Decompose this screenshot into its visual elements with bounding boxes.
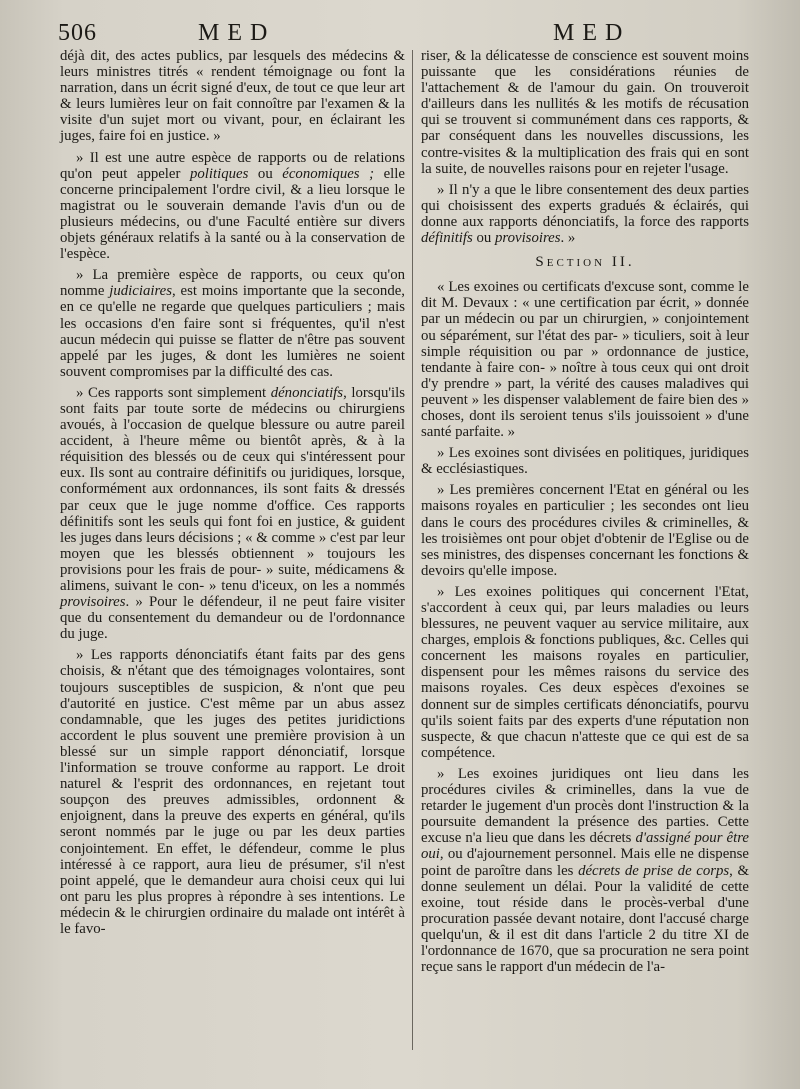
left-column [60, 48, 405, 942]
paragraph: » Il n'y a que le libre consentement des deux parties qui choisissent des experts gradués & éclairés, qui donne aux rapports dénonciatifs, la force des rapports définitifs ou provisoires. » [421, 181, 749, 247]
paragraph: » La première espèce de rapports, ou ceux qu'on nomme judiciaires, est moins importante que la seconde, en ce qu'elle ne regarde que quelques particuliers ; mais les occasions d'en faire sont si fréquentes, qu'il n'est aucun médecin qui puisse se flatter de n'être pas souvent appelé par les juges, & dont les lumières ne soient souvent compromises par la difficulté des cas. [60, 267, 405, 380]
paragraph: » Les exoines juridiques ont lieu dans les procédures civiles & criminelles, dans la vue de retarder le jugement d'un procès dont l'instruction & la poursuite demandent la présence des parties. Cette excuse n'a lieu que dans les décrets d'assigné pour être oui, ou d'ajournement personnel. Mais elle ne dispense point de paroître dans les décrets de prise de corps, & donne seulement un délai. Pour la validité de cette exoine, tout réside dans le procès-verbal d'une procuration passée devant notaire, dont l'accusé charge quelqu'un, & il est dit dans l'article 2 du titre XI de l'ordonnance de 1670, que sa procuration ne sera point reçue sans le rapport d'un médecin de l'a- [421, 765, 749, 976]
running-head-left: MED [198, 20, 276, 46]
paragraph: » Les exoines sont divisées en politiques, juridiques & ecclésiastiques. [421, 445, 749, 478]
emphasis: définitifs [421, 230, 473, 247]
emphasis: judiciaires [109, 283, 172, 300]
emphasis: dénonciatifs [270, 384, 344, 401]
paragraph: « Les exoines ou certificats d'excuse sont, comme le dit M. Devaux : « une certification par écrit, » donnée par un médecin ou par un chirurgien, » conjointement ou séparément, sur l'état des par- » ticuliers, soit à leur simple réquisition ou par » ordonnance de justice, tendante à faire con- » noître à tous ceux qui ont droit d'y prendre » part, la vérité des causes maladives qui peuvent » les dispenser valablement de faire bien des » choses, dont ils seroient tenus s'ils jouissoient » d'une santé parfaite. » [421, 279, 749, 441]
right-column [421, 48, 749, 980]
page-number: 506 [58, 20, 97, 46]
paragraph: déjà dit, des actes publics, par lesquels des médecins & leurs ministres titrés « rendent témoignage ou font la narration, dans un écrit signé d'eux, de tout ce que leur art & leurs lumières leur on fait connoître par l'examen & la visite d'un sujet mort ou vivant, pour, en éclairant les juges, faire foi en justice. » [60, 48, 405, 145]
emphasis: d'assigné pour être oui [421, 830, 749, 863]
section-heading: Section II. [535, 254, 635, 271]
column-divider [412, 50, 413, 1050]
emphasis: décrets de prise de corps [578, 862, 730, 879]
page-header [58, 18, 748, 52]
paragraph: » Les rapports dénonciatifs étant faits par des gens choisis, & n'étant que des témoignages volontaires, sont toujours susceptibles de suspicion, & n'ont que peu d'autorité en justice. C'est même par un abus assez condamnable, que les juges des petites juridictions accordent le plus souvent une première provision à un blessé sur un simple rapport dénonciatif, lorsque l'information se trouve conforme au rapport. Le droit naturel & l'esprit des ordonnances, en rejetant tout soupçon des preuves admissibles, ordonnent & enjoignent, dans la preuve des experts en général, qu'ils seront nommés par le juge ou par les deux parties conjointement. En effet, le défendeur, comme le plus intéressé à ce rapport, aura lieu de présumer, s'il n'est point appelé, que le demandeur aura choisi ceux qui lui ont paru les plus propres à répondre à ses intentions. Le médecin & le chirurgien ordinaire du malade ont intérêt à le favo- [60, 647, 405, 937]
emphasis: économiques ; [282, 165, 375, 182]
running-head-right: MED [553, 20, 631, 46]
emphasis: politiques [189, 165, 249, 182]
paragraph: » Les premières concernent l'Etat en général ou les maisons royales en particulier ; les secondes ont lieu dans le cours des procédures civiles & criminelles, & les troisièmes ont pour objet d'obtenir de l'Eglise ou de ses ministres, des dispenses concernant les fonctions & devoirs qu'elle impose. [421, 482, 749, 579]
emphasis: provisoires [495, 230, 561, 247]
paragraph: » Les exoines politiques qui concernent l'Etat, s'accordent à ceux qui, par leurs maladies ou leurs blessures, ne peuvent vaquer au service militaire, aux charges, emplois & fonctions publiques, &c. Celles qui concernent les maisons royales en particulier, dispensent pour les mêmes raisons du service des maisons royales. Ces deux espèces d'exoines se donnent sur de simples certificats dénonciatifs, pourvu qu'ils soient faits par des experts d'une réputation non suspecte, & que chacun n'atteste que ce qui est de sa compétence. [421, 583, 749, 761]
emphasis: provisoires [60, 594, 126, 611]
paragraph: riser, & la délicatesse de conscience est souvent moins puissante que les considérations réunies de l'attachement & de l'amour du gain. On trouveroit d'ailleurs dans les nullités & les motifs de récusation qui se trouvent si communément dans ces rapports, & par conséquent dans les nouvelles discussions, les contre-visites & la multiplication des frais qui en sont la suite, de nouvelles raisons pour en rejeter l'usage. [421, 48, 749, 177]
paragraph: » Ces rapports sont simplement dénonciatifs, lorsqu'ils sont faits par toute sorte de médecins ou chirurgiens avoués, à l'occasion de quelque blessure ou autre pareil accident, à l'heure même ou bientôt après, & à la réquisition des blessés ou de ceux qui s'intéressent pour eux. Ils sont au contraire définitifs ou juridiques, lorsque, conformément aux ordonnances, ils sont faits & dressés par ceux que le juge nomme d'office. Ces rapports définitifs sont les seuls qui font foi en justice, & guident les juges dans leurs décisions ; « & comme » c'est par leur moyen que les blessés obtiennent » toujours les provisions pour les frais de pour- » suite, médicamens & alimens, suivant le con- » tenu d'iceux, on les a nommés provisoires. » Pour le défendeur, il ne peut faire visiter que du consentement du demandeur ou de l'ordonnance du juge. [60, 384, 405, 643]
paragraph: » Il est une autre espèce de rapports ou de relations qu'on peut appeler politiques ou économiques ; elle concerne principalement l'ordre civil, & a lieu lorsque le magistrat ou le souverain demande l'avis d'un ou de plusieurs médecins, ou d'une Faculté entière sur divers objets généraux relatifs à la santé ou à la conservation de l'espèce. [60, 149, 405, 263]
